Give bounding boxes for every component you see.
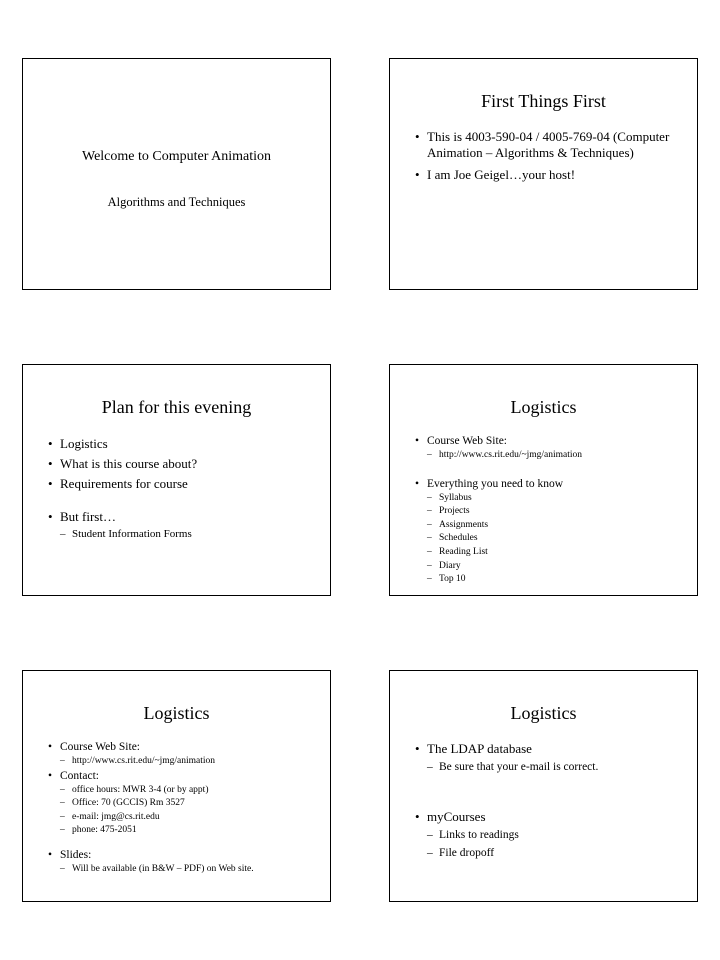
bullet-item: • This is 4003-590-04 / 4005-769-04 (Computer Animation – Algorithms & Techniques) [415,129,680,161]
sub-item: – Student Information Forms [48,527,313,542]
sub-item-link: – http://www.cs.rit.edu/~jmg/animation [415,449,680,463]
bullet-item: • Requirements for course [48,474,313,494]
bullet-item: • Course Web Site: [48,740,318,755]
bullet-item: • But first… [48,507,313,527]
slide-logistics-1 [389,364,698,596]
sub-item: – File dropoff [415,844,685,862]
bullet-item: • The LDAP database [415,740,685,758]
bullet-list [48,740,318,877]
slide-first-things-first [389,58,698,290]
bullet-list [415,740,685,862]
sub-item: – Will be available (in B&W – PDF) on Web site. [48,863,318,877]
slide-logistics-3 [389,670,698,902]
slide-logistics-2 [22,670,331,902]
sub-item: – Links to readings [415,826,685,844]
bullet-item: • Contact: [48,769,318,784]
bullet-list [415,129,680,189]
spacer [48,494,313,507]
sub-item: – Assignments [415,519,680,533]
sub-item: – Diary [415,560,680,574]
sub-item: – Reading List [415,546,680,560]
sub-item: – phone: 475-2051 [48,824,318,838]
slide-title: Logistics [510,397,577,417]
spacer [415,776,685,808]
sub-item: – Be sure that your e-mail is correct. [415,758,685,776]
slide-plan-for-evening [22,364,331,596]
slide-heading: Welcome to Computer Animation [81,149,271,164]
bullet-item: • Slides: [48,848,318,863]
bullet-item: • myCourses [415,808,685,826]
bullet-item: • Course Web Site: [415,434,680,449]
sub-item: – office hours: MWR 3-4 (or by appt) [48,784,318,798]
sub-item-link: – http://www.cs.rit.edu/~jmg/animation [48,755,318,769]
bullet-list [48,434,313,542]
bullet-item: • What is this course about? [48,454,313,474]
slide-title: Logistics [510,703,577,723]
slide-title: Logistics [143,703,210,723]
sub-item: – Projects [415,505,680,519]
sub-item: – Schedules [415,532,680,546]
slide-subheading: Algorithms and Techniques [107,195,246,209]
spacer [48,838,318,848]
bullet-item: • Logistics [48,434,313,454]
sub-item: – Office: 70 (GCCIS) Rm 3527 [48,797,318,811]
sub-item: – Top 10 [415,573,680,587]
bullet-list [415,434,680,587]
bullet-item: • Everything you need to know [415,477,680,492]
slide-welcome [22,58,331,290]
slide-title: First Things First [481,91,606,111]
spacer [415,463,680,477]
sub-item: – Syllabus [415,492,680,506]
slide-title: Plan for this evening [101,397,252,417]
bullet-item: • I am Joe Geigel…your host! [415,167,680,183]
sub-item: – e-mail: jmg@cs.rit.edu [48,811,318,825]
